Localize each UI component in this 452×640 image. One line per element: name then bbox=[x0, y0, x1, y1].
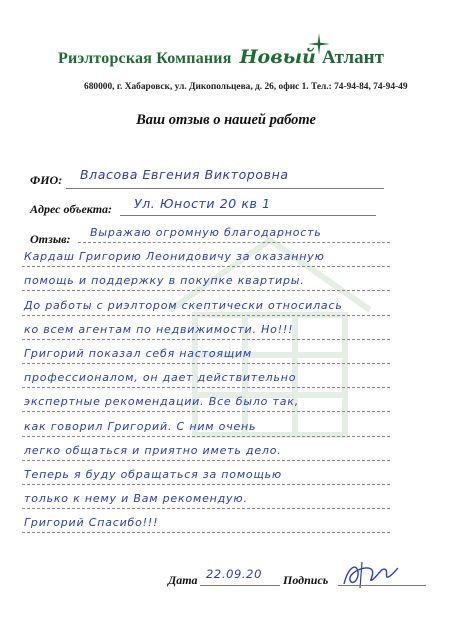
review-line: Григорий Спасибо!!! bbox=[24, 516, 159, 530]
review-line: помощь и поддержку в покупке квартиры. bbox=[24, 274, 305, 288]
date-label: Дата bbox=[168, 573, 198, 587]
review-rule bbox=[22, 290, 390, 291]
review-rule bbox=[22, 315, 390, 316]
fio-label: ФИО: bbox=[30, 173, 63, 187]
review-line: Теперь я буду обращаться за помощью bbox=[24, 468, 282, 481]
review-rule bbox=[22, 460, 390, 461]
review-rule bbox=[22, 436, 390, 437]
address-underline bbox=[120, 215, 376, 216]
review-rule bbox=[22, 387, 390, 388]
review-rule bbox=[22, 411, 390, 412]
signature-mark bbox=[338, 558, 402, 592]
review-label: Отзыв: bbox=[30, 232, 71, 246]
review-rule bbox=[22, 508, 390, 509]
company-address: 680000, г. Хабаровск, ул. Дикопольцева, д. 26, офис 1. Тел.: 74-94-84, 74-94-49 bbox=[84, 82, 408, 92]
review-line: легко общаться и приятно иметь дело. bbox=[24, 443, 282, 457]
review-line: Григорий показал себя настоящим bbox=[24, 347, 253, 360]
review-rule bbox=[78, 242, 390, 243]
review-line: ко всем агентам по недвижимости. Но!!! bbox=[24, 322, 294, 336]
brand-novy: Новый bbox=[239, 46, 316, 68]
fio-value: Власова Евгения Викторовна bbox=[80, 167, 289, 182]
address-label: Адрес объекта: bbox=[30, 202, 113, 216]
review-line: До работы с риэлтором скептически относилась bbox=[24, 298, 343, 312]
brand-atlant: Атлант bbox=[321, 47, 384, 68]
form-title: Ваш отзыв о нашей работе bbox=[136, 112, 316, 128]
review-rule bbox=[22, 484, 390, 485]
review-rule bbox=[22, 363, 390, 364]
company-logo bbox=[58, 46, 384, 69]
star-icon bbox=[308, 33, 330, 55]
date-value: 22.09.20 bbox=[206, 567, 263, 581]
signature-underline bbox=[338, 585, 426, 586]
review-line: экспертные рекомендации. Все было так, bbox=[24, 395, 299, 409]
review-line: Выражаю огромную благодарность bbox=[90, 226, 322, 239]
review-line: Кардаш Григорию Леонидовичу за оказанную bbox=[24, 250, 325, 264]
signature-label: Подпись bbox=[283, 573, 329, 587]
date-underline bbox=[200, 585, 280, 586]
review-line: как говорил Григорий. С ним очень bbox=[24, 419, 257, 433]
fio-underline bbox=[66, 188, 384, 189]
company-name: Риэлторская Компания bbox=[58, 50, 232, 67]
review-rule bbox=[22, 532, 390, 533]
address-value: Ул. Юности 20 кв 1 bbox=[134, 196, 271, 211]
review-line: только к нему и Вам рекомендую. bbox=[24, 492, 248, 506]
review-rule bbox=[22, 266, 390, 267]
review-line: профессионалом, он дает действительно bbox=[24, 371, 297, 385]
review-rule bbox=[22, 339, 390, 340]
